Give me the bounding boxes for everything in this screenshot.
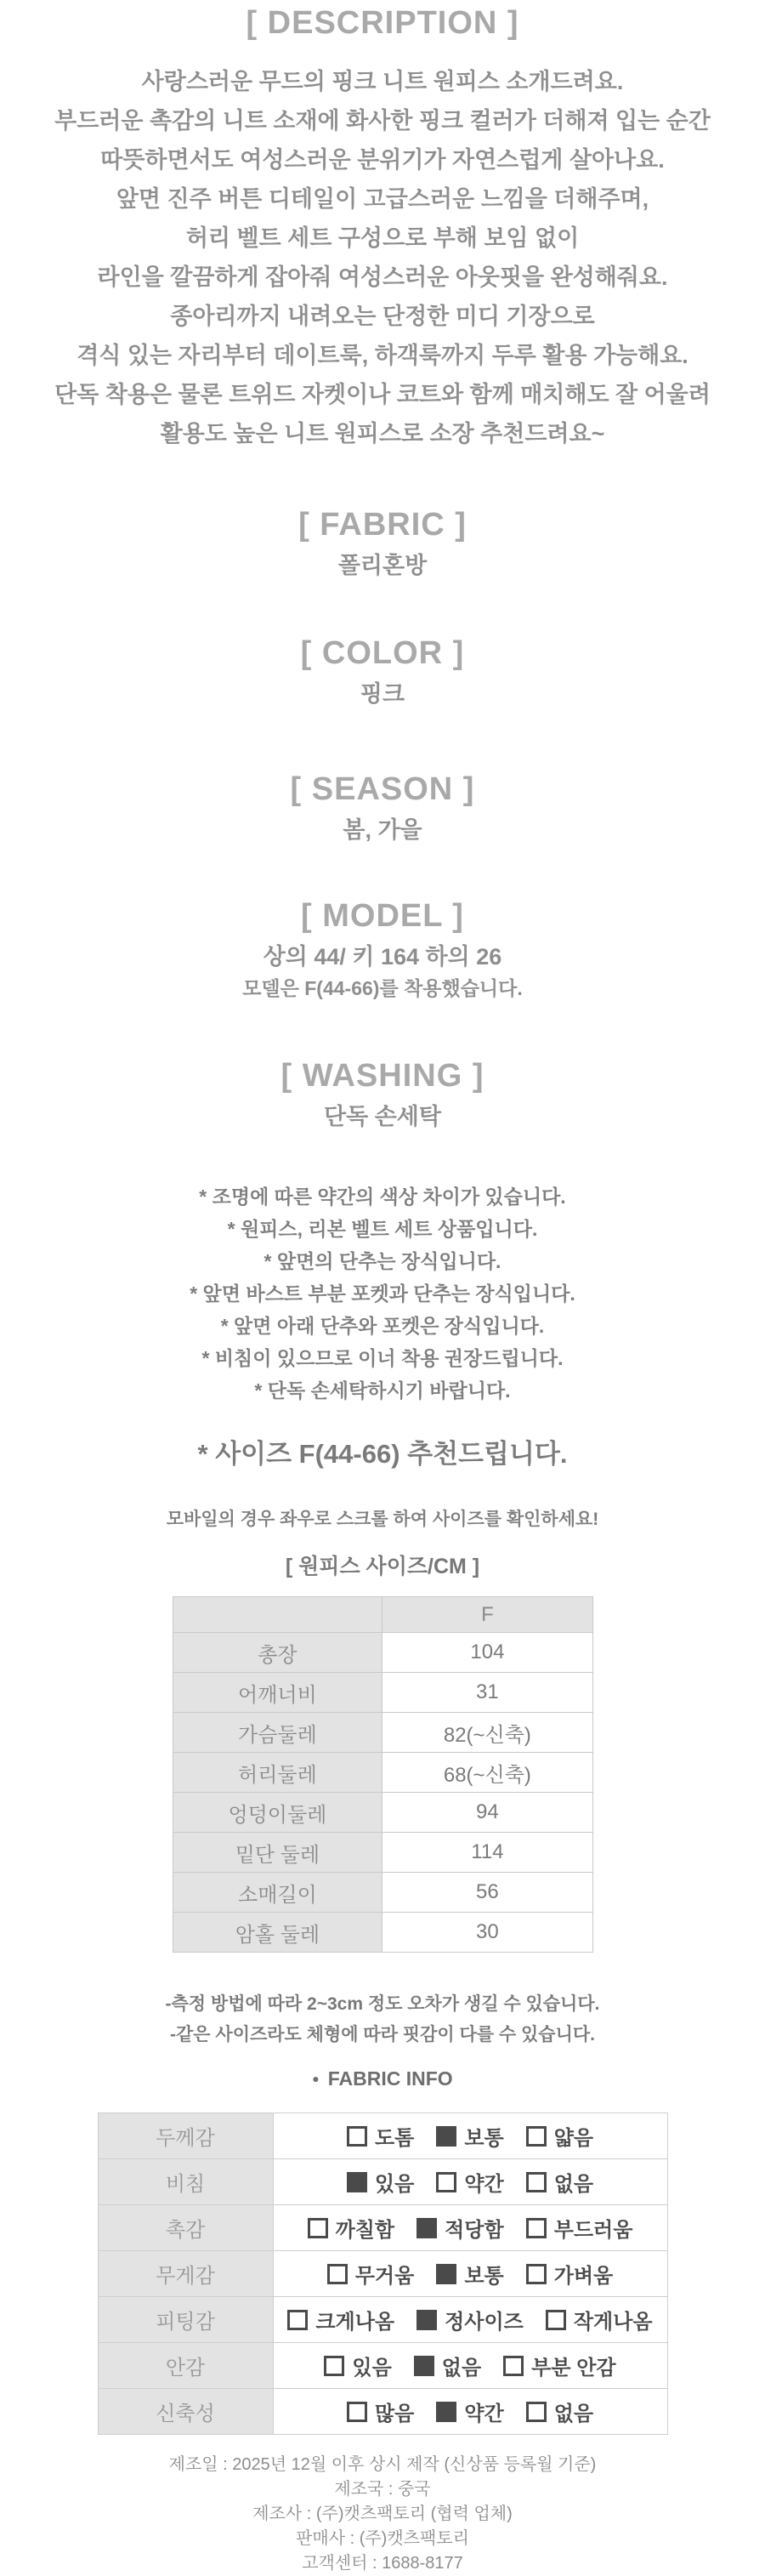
fabric-info-option: [287, 2305, 394, 2334]
measurement-note-line: -같은 사이즈라도 체형에 따라 핏감이 다를 수 있습니다.: [170, 2025, 595, 2044]
season-section-title: [ SEASON ]: [290, 771, 475, 807]
fabric-info-option: [526, 2121, 593, 2151]
checkbox-checked-icon: [414, 2356, 434, 2376]
checkbox-unchecked-icon: [526, 2218, 547, 2238]
size-measure-value: 56: [382, 1873, 592, 1913]
description-line: 종아리까지 내려오는 단정한 미디 기장으로: [170, 304, 595, 329]
fabric-info-option-label: 있음: [352, 2357, 392, 2380]
fabric-info-option-label: 없음: [553, 2403, 594, 2425]
product-note-line: * 단독 손세탁하시기 바랍니다.: [254, 1379, 511, 1402]
fabric-info-option: [327, 2259, 415, 2289]
fabric-info-option-label: 없음: [441, 2357, 482, 2380]
size-table-column-header: F: [382, 1597, 592, 1633]
fabric-info-options: [273, 2159, 667, 2205]
description-line: 단독 착용은 물론 트위드 자켓이나 코트와 함께 매치해도 잘 어울려: [54, 382, 711, 407]
fabric-info-option-label: 가벼움: [553, 2265, 614, 2288]
fabric-info-option: [347, 2121, 414, 2151]
size-measure-value: 68(~신축): [382, 1753, 592, 1793]
checkbox-checked-icon: [347, 2172, 367, 2192]
size-measure-label: 어깨너비: [173, 1673, 382, 1713]
size-table: [173, 1596, 593, 1953]
fabric-info-option-label: 약간: [464, 2173, 504, 2196]
size-measure-label: 밑단 둘레: [173, 1833, 382, 1873]
fabric-info-options: [273, 2297, 667, 2343]
size-table-row: [173, 1633, 592, 1673]
fabric-info-option: [308, 2213, 395, 2243]
fabric-info-option: [416, 2213, 504, 2243]
fabric-info-option-label: 얇음: [553, 2127, 594, 2150]
fabric-info-row: [98, 2251, 667, 2297]
size-table-row: [173, 1833, 592, 1873]
product-note-line: * 비침이 있으므로 이너 착용 권장드립니다.: [201, 1347, 564, 1369]
fabric-info-option: [347, 2397, 414, 2426]
fabric-info-label: 두께감: [98, 2113, 273, 2159]
fabric-info-row: [98, 2205, 667, 2251]
description-line: 라인을 깔끔하게 잡아줘 여성스러운 아웃핏을 완성해줘요.: [97, 264, 668, 290]
model-section-title: [ MODEL ]: [301, 898, 464, 934]
model-value: 상의 44/ 키 164 하의 26: [263, 944, 502, 970]
description-line: 앞면 진주 버튼 디테일이 고급스러운 느낌을 더해주며,: [116, 186, 649, 212]
fabric-info-option-label: 많음: [374, 2403, 415, 2425]
fabric-info-row: [98, 2343, 667, 2389]
checkbox-checked-icon: [416, 2310, 437, 2330]
size-table-row: [173, 1673, 592, 1713]
fabric-info-label: 무게감: [98, 2251, 273, 2297]
size-measure-label: 엉덩이둘레: [173, 1793, 382, 1833]
checkbox-unchecked-icon: [526, 2264, 547, 2284]
season-value: 봄, 가을: [343, 817, 422, 843]
checkbox-unchecked-icon: [308, 2218, 328, 2238]
manufacturer-info-line: 판매사 : (주)캣츠팩토리: [296, 2529, 469, 2548]
size-measure-value: 31: [382, 1673, 592, 1713]
fabric-info-options: [273, 2113, 667, 2159]
size-recommendation-note: * 사이즈 F(44-66) 추천드립니다.: [197, 1439, 568, 1469]
fabric-info-option-label: 작게나옴: [573, 2311, 653, 2334]
fabric-info-option-label: 약간: [464, 2403, 504, 2425]
size-table-row: [173, 1873, 592, 1913]
checkbox-checked-icon: [416, 2218, 437, 2238]
fabric-info-option: [436, 2167, 503, 2197]
size-measure-label: 가슴둘레: [173, 1713, 382, 1753]
manufacturer-info-line: 고객센터 : 1688-8177: [302, 2554, 463, 2573]
fabric-info-option: [526, 2213, 633, 2243]
fabric-info-heading-label: FABRIC INFO: [327, 2067, 453, 2090]
fabric-info-row: [98, 2113, 667, 2159]
checkbox-checked-icon: [436, 2264, 456, 2284]
description-line: 부드러운 촉감의 니트 소재에 화사한 핑크 컬러가 더해져 입는 순간: [54, 108, 711, 134]
size-table-row: [173, 1753, 592, 1793]
fabric-info-option-label: 보통: [464, 2127, 504, 2150]
checkbox-unchecked-icon: [347, 2126, 367, 2147]
size-measure-value: 82(~신축): [382, 1713, 592, 1753]
size-table-row: [173, 1913, 592, 1953]
fabric-info-heading: [0, 2064, 765, 2093]
checkbox-unchecked-icon: [526, 2126, 547, 2147]
fabric-info-option-label: 까칠함: [335, 2219, 395, 2242]
fabric-info-options: [273, 2389, 667, 2435]
checkbox-unchecked-icon: [436, 2172, 456, 2192]
washing-section-title: [ WASHING ]: [280, 1058, 484, 1094]
size-measure-label: 허리둘레: [173, 1753, 382, 1793]
fabric-info-table: [98, 2113, 668, 2435]
fabric-info-label: 촉감: [98, 2205, 273, 2251]
fabric-info-option: [436, 2397, 503, 2426]
fabric-info-option: [347, 2167, 414, 2197]
mobile-scroll-hint: 모바일의 경우 좌우로 스크롤 하여 사이즈를 확인하세요!: [166, 1510, 599, 1529]
manufacturer-info-block: [0, 2453, 765, 2576]
description-line: 사랑스러운 무드의 핑크 니트 원피스 소개드려요.: [141, 69, 624, 94]
fabric-info-label: 안감: [98, 2343, 273, 2389]
fabric-info-option-label: 부드러움: [553, 2219, 633, 2242]
description-line: 허리 벨트 세트 구성으로 부해 보임 없이: [185, 225, 580, 251]
product-note-line: * 원피스, 리본 벨트 세트 상품입니다.: [227, 1218, 538, 1240]
checkbox-checked-icon: [436, 2402, 456, 2422]
manufacturer-info-line: 제조사 : (주)캣츠팩토리 (협력 업체): [252, 2505, 513, 2523]
fabric-info-row: [98, 2389, 667, 2435]
fabric-info-option: [416, 2305, 524, 2334]
fabric-info-option: [526, 2397, 593, 2426]
fabric-info-label: 피팅감: [98, 2297, 273, 2343]
product-note-line: * 앞면 아래 단추와 포켓은 장식입니다.: [220, 1315, 545, 1337]
description-line: 활용도 높은 니트 원피스로 소장 추천드려요~: [160, 421, 605, 446]
fabric-info-option-label: 보통: [464, 2265, 504, 2288]
fabric-section-title: [ FABRIC ]: [298, 507, 467, 543]
checkbox-unchecked-icon: [526, 2172, 547, 2192]
manufacturer-info-line: 제조국 : 중국: [334, 2480, 431, 2499]
fabric-info-option: [436, 2121, 503, 2151]
fabric-info-option-label: 무거움: [354, 2265, 415, 2288]
fabric-info-option: [546, 2305, 653, 2334]
measurement-notes-block: [0, 1989, 765, 2050]
fabric-info-option-label: 크게나옴: [315, 2311, 395, 2334]
fabric-info-options: [273, 2343, 667, 2389]
size-table-row: [173, 1713, 592, 1753]
size-table-row: [173, 1793, 592, 1833]
washing-value: 단독 손세탁: [324, 1104, 441, 1129]
fabric-info-label: 신축성: [98, 2389, 273, 2435]
fabric-info-option-label: 없음: [553, 2173, 594, 2196]
size-measure-label: 소매길이: [173, 1873, 382, 1913]
fabric-info-option-label: 적당함: [445, 2219, 504, 2242]
product-note-line: * 앞면의 단추는 장식입니다.: [264, 1250, 502, 1272]
fabric-info-option: [526, 2259, 614, 2289]
measurement-note-line: -측정 방법에 따라 2~3cm 정도 오차가 생길 수 있습니다.: [165, 1994, 600, 2014]
fabric-info-options: [273, 2251, 667, 2297]
checkbox-unchecked-icon: [526, 2402, 547, 2422]
product-note-line: * 조명에 따른 약간의 색상 차이가 있습니다.: [199, 1186, 566, 1208]
description-line: 격식 있는 자리부터 데이트룩, 하객룩까지 두루 활용 가능해요.: [76, 343, 688, 368]
fabric-info-row: [98, 2297, 667, 2343]
fabric-info-option-label: 정사이즈: [445, 2311, 524, 2334]
fabric-info-option-label: 도톰: [374, 2127, 415, 2150]
manufacturer-info-line: 제조일 : 2025년 12월 이후 상시 제작 (신상품 등록월 기준): [168, 2455, 597, 2474]
fabric-info-option-label: 부분 안감: [531, 2357, 616, 2380]
fabric-info-option: [503, 2351, 615, 2380]
size-table-header-row: [173, 1597, 592, 1633]
checkbox-unchecked-icon: [324, 2356, 344, 2376]
size-measure-value: 94: [382, 1793, 592, 1833]
fabric-info-option: [436, 2259, 503, 2289]
size-table-corner-cell: [173, 1597, 382, 1633]
fabric-info-label: 비침: [98, 2159, 273, 2205]
description-text-block: [0, 62, 765, 453]
checkbox-checked-icon: [436, 2126, 456, 2147]
color-section-title: [ COLOR ]: [300, 635, 465, 671]
checkbox-unchecked-icon: [347, 2402, 367, 2422]
fabric-info-option: [414, 2351, 481, 2380]
bullet-icon: ●: [312, 2072, 320, 2085]
fabric-info-row: [98, 2159, 667, 2205]
size-measure-label: 암홀 둘레: [173, 1913, 382, 1953]
product-notes-block: [0, 1180, 765, 1407]
model-sub-value: 모델은 F(44-66)를 착용했습니다.: [242, 977, 523, 999]
product-note-line: * 앞면 바스트 부분 포켓과 단추는 장식입니다.: [190, 1282, 575, 1305]
color-value: 핑크: [360, 681, 405, 707]
size-measure-value: 114: [382, 1833, 592, 1873]
size-table-title: [ 원피스 사이즈/CM ]: [285, 1555, 480, 1578]
fabric-info-option: [526, 2167, 593, 2197]
size-measure-value: 104: [382, 1633, 592, 1673]
fabric-value: 폴리혼방: [337, 553, 428, 578]
description-section-title: [ DESCRIPTION ]: [246, 5, 519, 41]
fabric-info-options: [273, 2205, 667, 2251]
checkbox-unchecked-icon: [503, 2356, 524, 2376]
checkbox-unchecked-icon: [327, 2264, 348, 2284]
size-measure-value: 30: [382, 1913, 592, 1953]
size-measure-label: 총장: [173, 1633, 382, 1673]
fabric-info-option: [324, 2351, 391, 2380]
description-line: 따뜻하면서도 여성스러운 분위기가 자연스럽게 살아나요.: [100, 147, 665, 173]
checkbox-unchecked-icon: [287, 2310, 308, 2330]
checkbox-unchecked-icon: [546, 2310, 566, 2330]
fabric-info-option-label: 있음: [374, 2173, 415, 2196]
